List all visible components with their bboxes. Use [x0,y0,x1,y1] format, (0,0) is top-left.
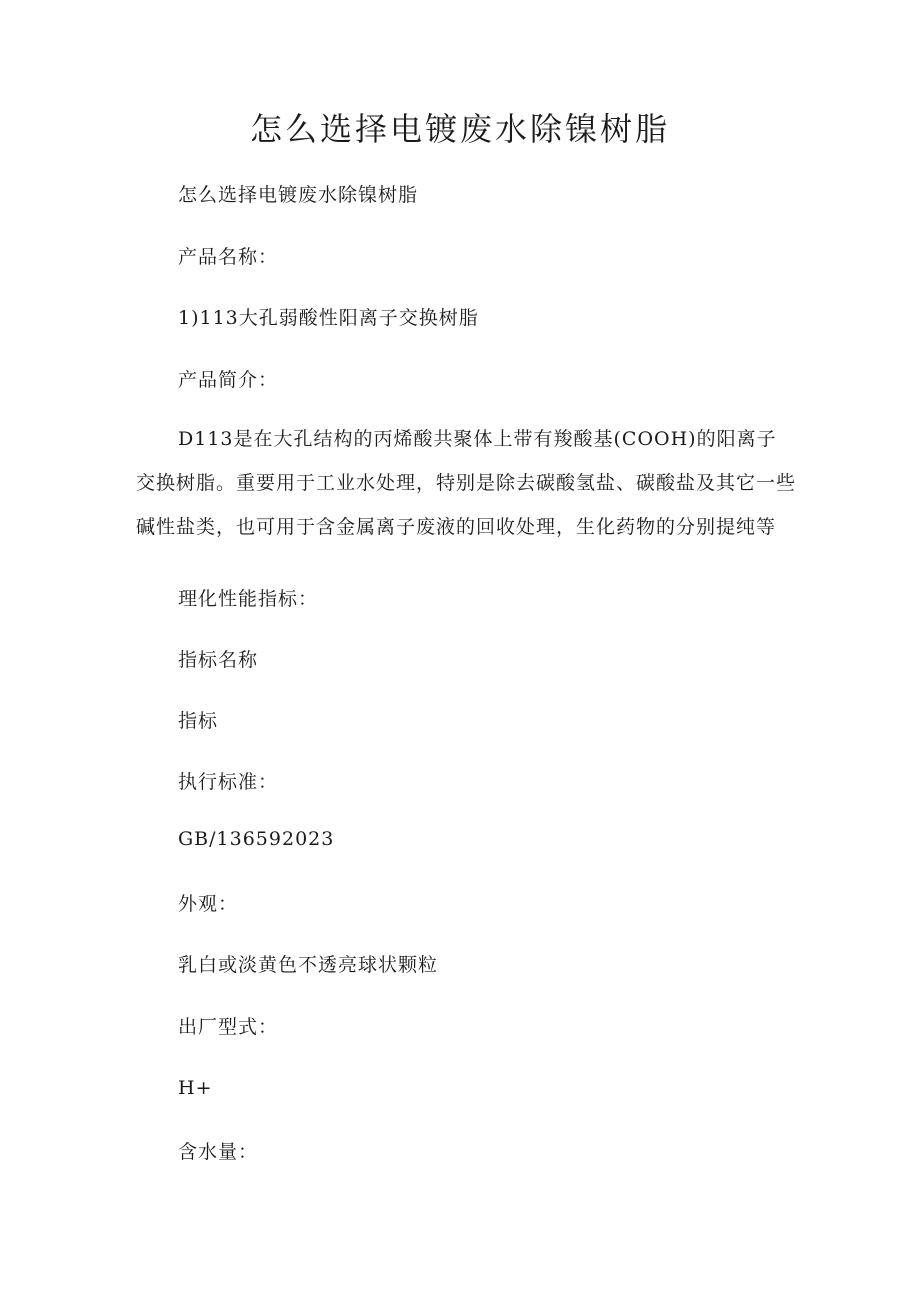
spec-value-header: 指标 [178,710,219,732]
spec-name-header: 指标名称 [178,649,259,671]
appearance-value: 乳白或淡黄色不透亮球状颗粒 [178,954,439,976]
product-intro-label: 产品简介： [178,369,279,391]
product-intro-text: D113是在大孔结构的丙烯酸共聚体上带有羧酸基(COOH)的阳离子交换树脂。重要用于工业水处理，特别是除去碳酸氢盐、碳酸盐及其它一些碱性盐类，也可用于含金属离子废液的回收处理，生化药物的分别提纯等 [136,428,797,538]
product-name-label: 产品名称： [178,246,279,268]
product-item: 1)113大孔弱酸性阳离子交换树脂 [178,307,479,329]
water-content-label: 含水量： [178,1141,259,1163]
document-title: 怎么选择电镀废水除镍树脂 [249,110,670,148]
specs-label: 理化性能指标： [178,588,319,610]
standard-label: 执行标准： [178,771,279,793]
appearance-label: 外观： [178,893,239,915]
factory-form-value: H+ [178,1077,213,1099]
factory-form-label: 出厂型式： [178,1016,279,1038]
subtitle: 怎么选择电镀废水除镍树脂 [178,184,419,206]
standard-value: GB/136592023 [178,828,335,850]
